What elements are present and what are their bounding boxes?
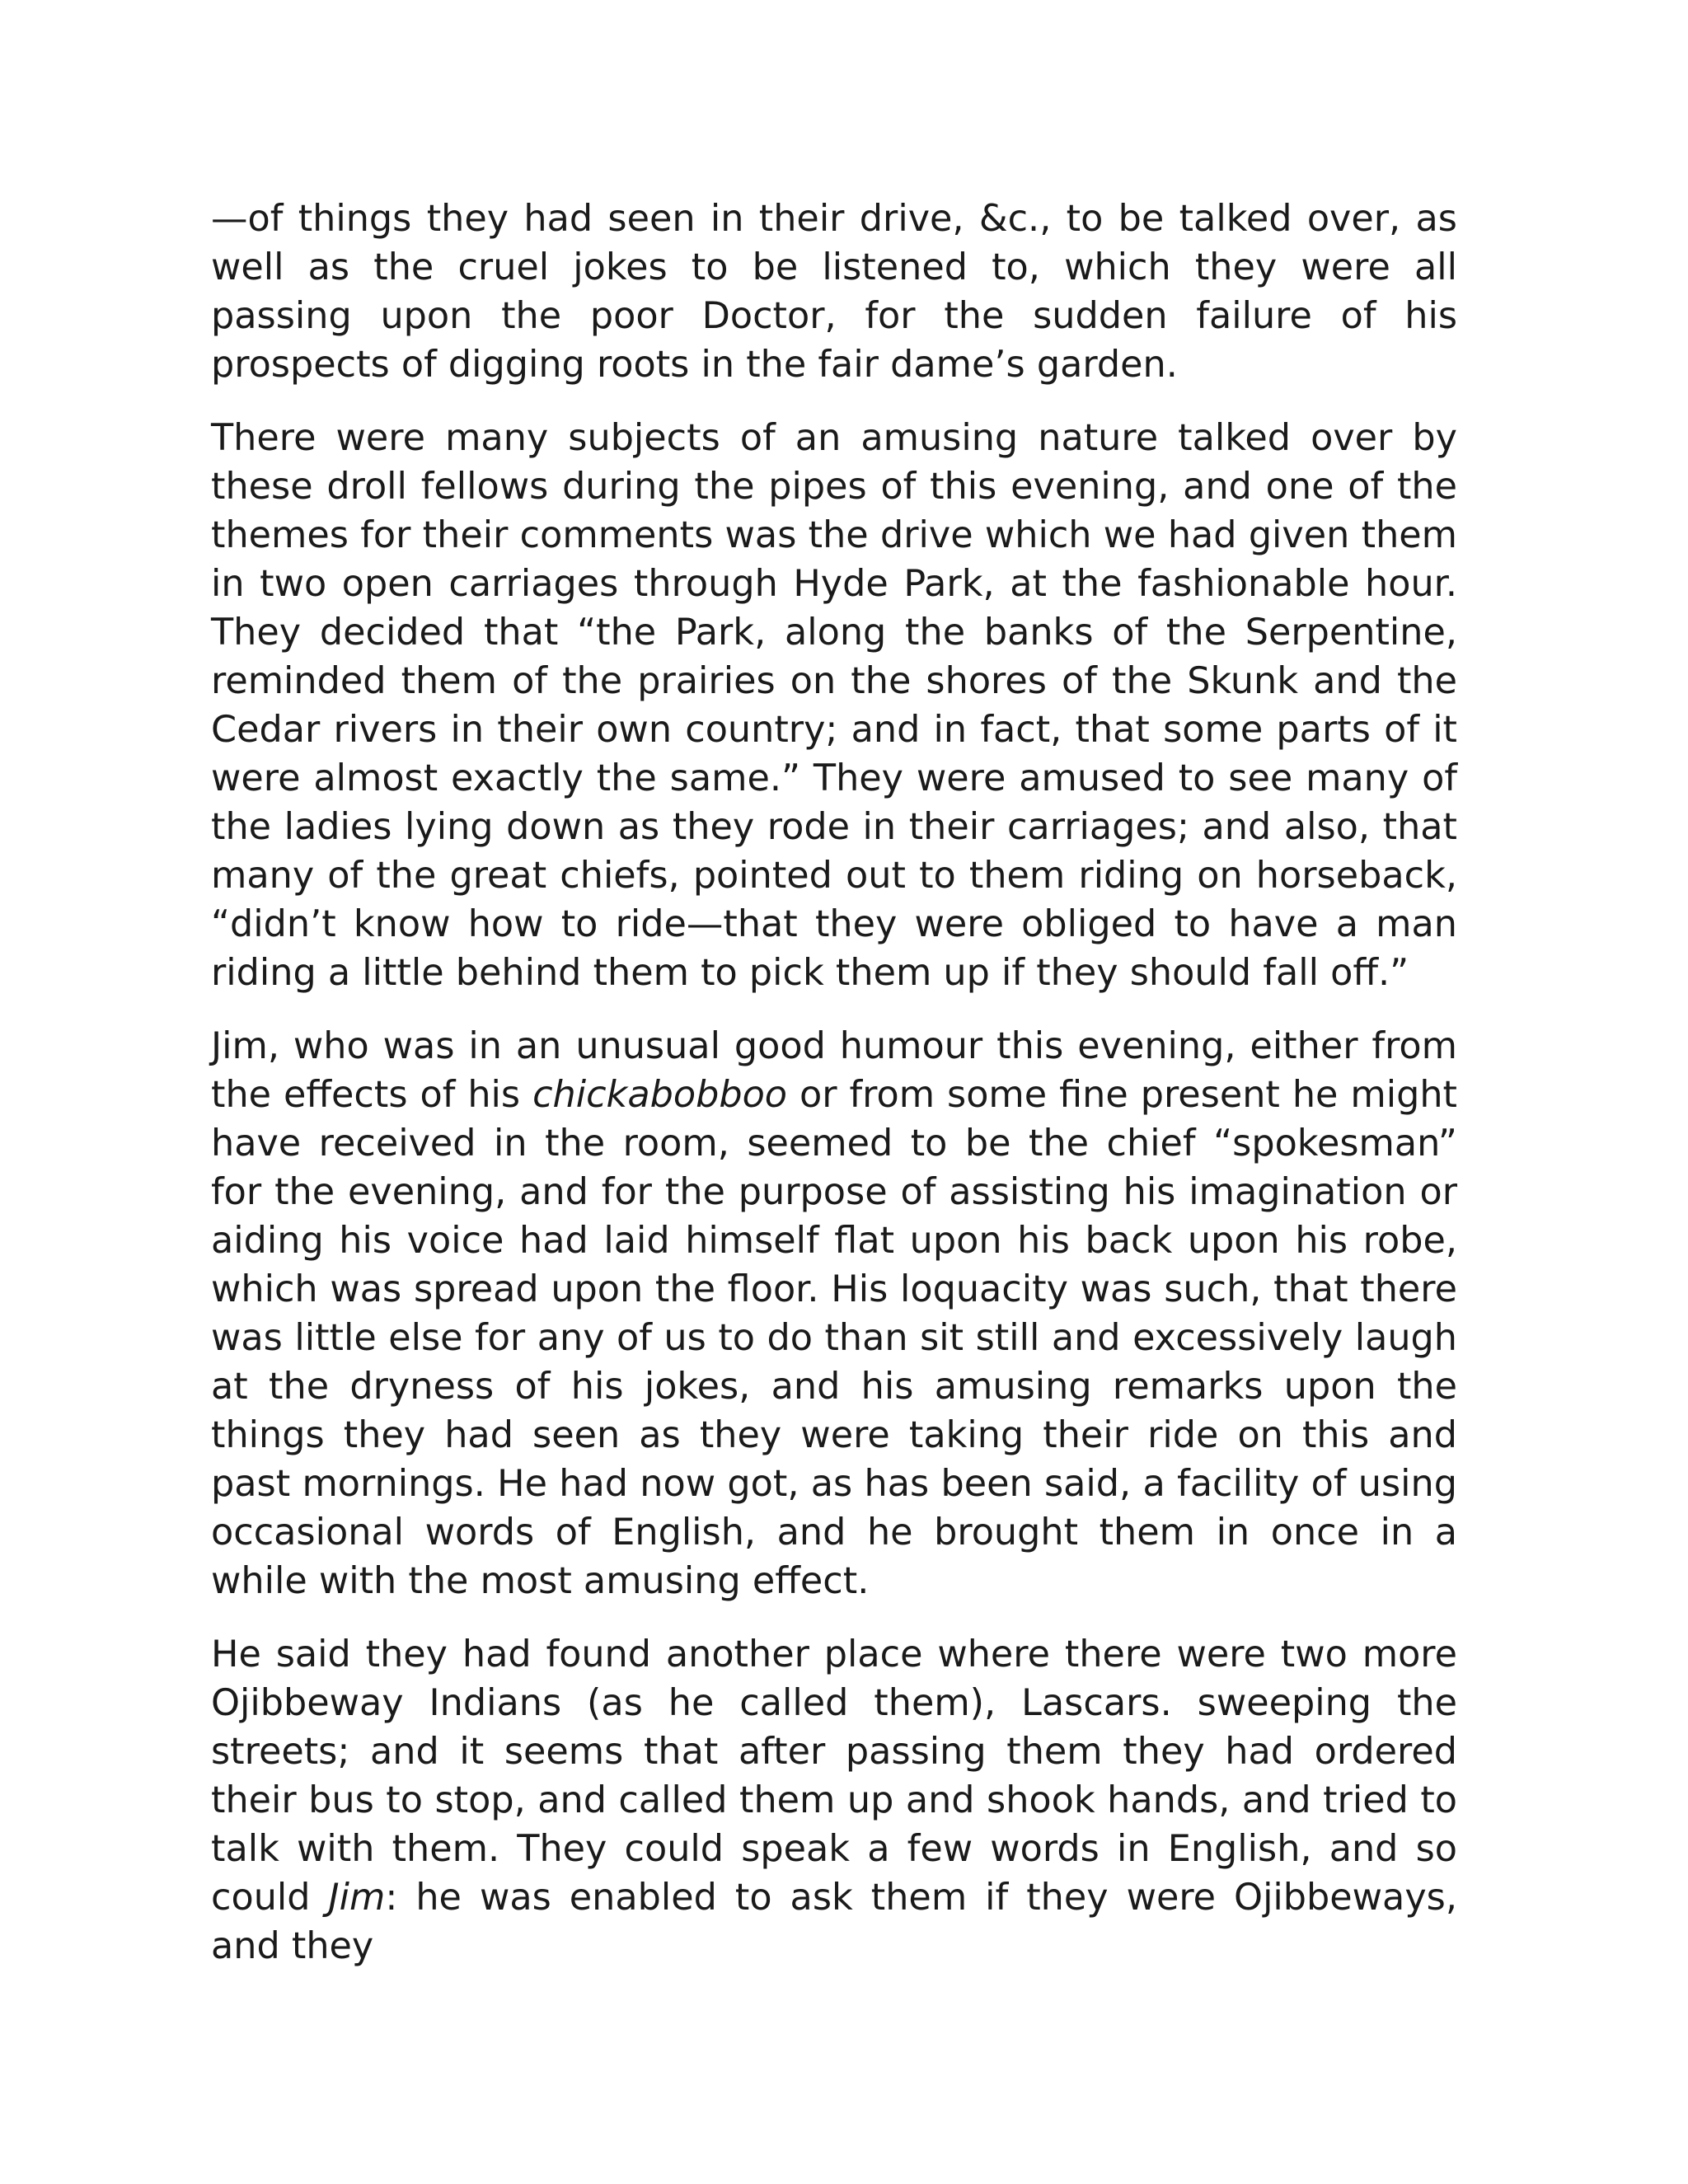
paragraph-4-italic-word: Jim xyxy=(328,1877,386,1919)
paragraph-3-text-before: Jim, who was in an unusual good humour this evening, either from the effects of his xyxy=(211,1025,1457,1116)
paragraph-2 xyxy=(211,414,1457,997)
paragraph-1-text: —of things they had seen in their drive, &c., to be talked over, as well as the cruel jokes to be listened to, which they were all passing upon the poor Doctor, for the sudden failure of his prospects of digging roots in the fair dame’s garden. xyxy=(211,198,1457,386)
paragraph-3-text-after: or from some fine present he might have received in the room, seemed to be the chief “spokesman” for the evening, and for the purpose of assisting his imagination or aiding his voice had laid himself flat upon his back upon his robe, which was spread upon the floor. His loquacity was such, that there was little else for any of us to do than sit still and excessively laugh at the dryness of his jokes, and his amusing remarks upon the things they had seen as they were taking their ride on this and past mornings. He had now got, as has been said, a facility of using occasional words of English, and he brought them in once in a while with the most amusing effect. xyxy=(211,1074,1457,1602)
paragraph-3-italic-word: chickabobboo xyxy=(532,1074,788,1116)
paragraph-4-text-after: : he was enabled to ask them if they were Ojibbeways, and they xyxy=(211,1877,1457,1967)
page-text xyxy=(211,194,1457,1971)
paragraph-4-text-before: He said they had found another place where there were two more Ojibbeway Indians (as he called them), Lascars. sweeping the streets; and it seems that after passing them they had ordered their bus to stop, and called them up and shook hands, and tried to talk with them. They could speak a few words in English, and so could xyxy=(211,1633,1457,1919)
paragraph-2-text: There were many subjects of an amusing nature talked over by these droll fellows during the pipes of this evening, and one of the themes for their comments was the drive which we had given them in two open carriages through Hyde Park, at the fashionable hour. They decided that “the Park, along the banks of the Serpentine, reminded them of the prairies on the shores of the Skunk and the Cedar rivers in their own country; and in fact, that some parts of it were almost exactly the same.” They were amused to see many of the ladies lying down as they rode in their carriages; and also, that many of the great chiefs, pointed out to them riding on horseback, “didn’t know how to ride—that they were obliged to have a man riding a little behind them to pick them up if they should fall off.” xyxy=(211,417,1457,994)
paragraph-4 xyxy=(211,1630,1457,1971)
paragraph-3 xyxy=(211,1022,1457,1605)
paragraph-1 xyxy=(211,194,1457,389)
